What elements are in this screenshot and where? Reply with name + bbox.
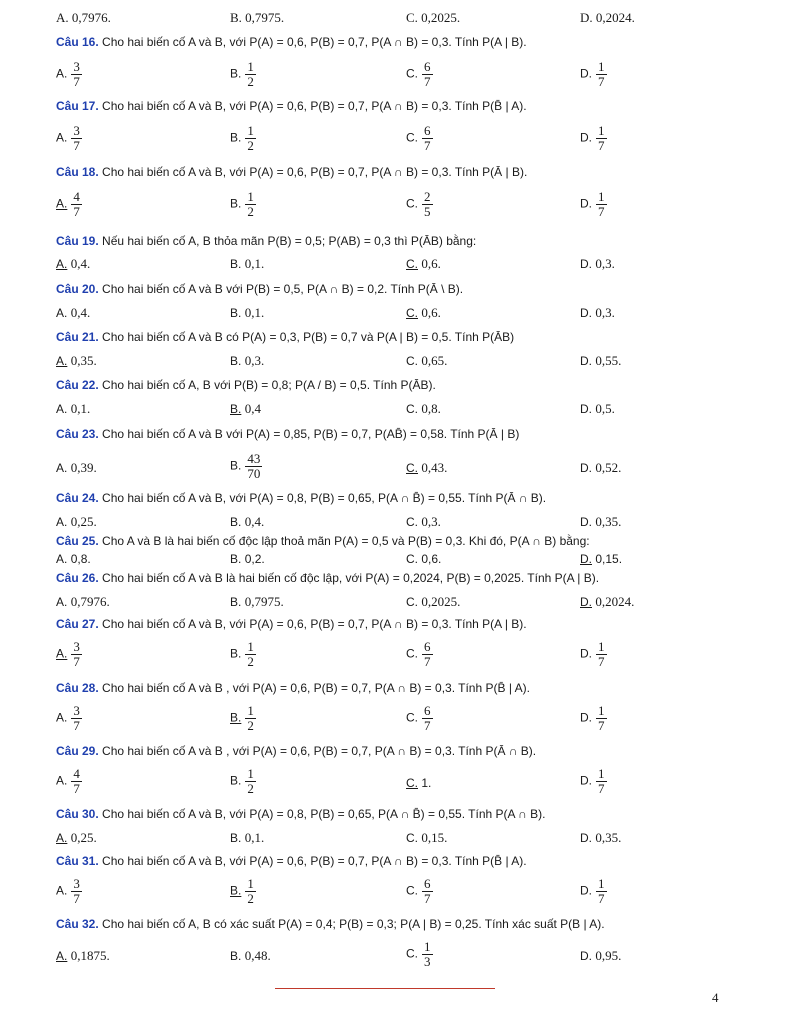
question-24 [56, 490, 756, 506]
option-b: B. $\frac{1}{2}$ [230, 59, 254, 89]
question-label: Câu 32. [56, 917, 99, 931]
option-d: D. 0,3. [580, 305, 615, 320]
question-text: Cho hai biến cố A và B, với P(A) = 0,6, P(B) = 0,7, P(A ∩ B) = 0,3. Tính P(B̄ | A). [102, 854, 527, 868]
question-32-options [56, 939, 756, 969]
question-25 [56, 533, 756, 549]
option-a: A. 0,39. [56, 460, 97, 475]
option-d: D. $\frac{1}{7}$ [580, 123, 605, 153]
question-28 [56, 680, 756, 696]
question-20 [56, 281, 756, 297]
question-text: Cho hai biến cố A, B có xác suất P(A) = 0,4; P(B) = 0,3; P(A | B) = 0,25. Tính xác suất P(B | A). [102, 917, 605, 931]
option-d: D. 0,55. [580, 353, 622, 368]
option-c: C. 0,8. [406, 401, 441, 416]
option-c: C. 0,2025. [406, 10, 461, 25]
option-a: A. $\frac{4}{7}$ [56, 766, 80, 796]
option-d: D. 0,5. [580, 401, 615, 416]
question-text: Cho hai biến cố A và B , với P(A) = 0,6, P(B) = 0,7, P(A ∩ B) = 0,3. Tính P(B̄ | A). [102, 681, 530, 695]
question-31 [56, 853, 756, 869]
option-c: C. $\frac{6}{7}$ [406, 876, 431, 906]
question-text: Cho hai biến cố A và B, với P(A) = 0,6, P(B) = 0,7, P(A ∩ B) = 0,3. Tính P(B̄ | A). [102, 99, 527, 113]
question-text: Cho hai biến cố A và B là hai biến cố độc lập, với P(A) = 0,2024, P(B) = 0,2025. Tính P(A | B). [102, 571, 600, 585]
option-b: B. 0,1. [230, 830, 265, 845]
question-text: Cho hai biến cố A và B có P(A) = 0,3, P(B) = 0,7 và P(A | B) = 0,5. Tính P(ĀB) [102, 330, 515, 344]
option-b: B. 0,4. [230, 514, 265, 529]
question-label: Câu 28. [56, 681, 99, 695]
option-b: B. $\frac{43}{70}$ [230, 451, 261, 481]
option-b: B. $\frac{1}{2}$ [230, 639, 254, 669]
option-c: C. 0,3. [406, 514, 441, 529]
option-a: A. 0,4. [56, 305, 91, 320]
question-19 [56, 233, 756, 249]
question-label: Câu 22. [56, 378, 99, 392]
option-a: A. 0,8. [56, 552, 91, 566]
option-a: A. $\frac{3}{7}$ [56, 639, 80, 669]
option-a: A. 0,25. [56, 830, 97, 845]
option-d: D. 0,95. [580, 948, 622, 963]
option-a: A. $\frac{4}{7}$ [56, 189, 80, 219]
option-c: C. $\frac{6}{7}$ [406, 703, 431, 733]
question-18 [56, 164, 756, 180]
option-c: C. 0,43. [406, 460, 448, 475]
question-28-options [56, 703, 756, 733]
option-b: B. $\frac{1}{2}$ [230, 703, 254, 733]
option-c: C. 1. [406, 776, 432, 790]
option-a: A. 0,1875. [56, 948, 110, 963]
question-label: Câu 23. [56, 427, 99, 441]
question-text: Cho hai biến cố A và B, với P(A) = 0,6, P(B) = 0,7, P(A ∩ B) = 0,3. Tính P(Ā | B). [102, 165, 528, 179]
question-27 [56, 616, 756, 632]
question-32 [56, 916, 756, 932]
question-text: Cho hai biến cố A và B, với P(A) = 0,6, P(B) = 0,7, P(A ∩ B) = 0,3. Tính P(A | B). [102, 617, 527, 631]
option-a: A. $\frac{3}{7}$ [56, 876, 80, 906]
question-22-options [56, 401, 756, 421]
option-a: A. 0,1. [56, 401, 91, 416]
option-c: C. 0,2025. [406, 594, 461, 609]
question-label: Câu 25. [56, 534, 99, 548]
option-b: B. 0,1. [230, 305, 265, 320]
option-c: C. 0,6. [406, 256, 441, 271]
question-22 [56, 377, 756, 393]
question-17 [56, 98, 756, 114]
option-a: A. $\frac{3}{7}$ [56, 703, 80, 733]
option-b: B. $\frac{1}{2}$ [230, 766, 254, 796]
question-text: Cho hai biến cố A và B với P(B) = 0,5, P(A ∩ B) = 0,2. Tính P(Ā \ B). [102, 282, 464, 296]
option-b: B. 0,7975. [230, 594, 284, 609]
option-d: D. $\frac{1}{7}$ [580, 639, 605, 669]
option-d: D. 0,2024. [580, 10, 635, 25]
option-a: A. 0,35. [56, 353, 97, 368]
question-16-options [56, 59, 756, 89]
question-text: Nếu hai biến cố A, B thỏa mãn P(B) = 0,5; P(AB) = 0,3 thì P(ĀB) bằng: [102, 234, 477, 248]
option-d: D. 0,2024. [580, 594, 635, 609]
question-text: Cho hai biến cố A và B , với P(A) = 0,6, P(B) = 0,7, P(A ∩ B) = 0,3. Tính P(Ā ∩ B). [102, 744, 537, 758]
question-label: Câu 20. [56, 282, 99, 296]
option-b: B. $\frac{1}{2}$ [230, 876, 254, 906]
question-label: Câu 17. [56, 99, 99, 113]
question-26-options [56, 594, 756, 614]
question-text: Cho hai biến cố A, B với P(B) = 0,8; P(A / B) = 0,5. Tính P(ĀB). [102, 378, 436, 392]
question-26 [56, 570, 756, 586]
option-c: C. $\frac{6}{7}$ [406, 123, 431, 153]
question-label: Câu 19. [56, 234, 99, 248]
page-number: 4 [712, 990, 719, 1005]
question-label: Câu 21. [56, 330, 99, 344]
question-text: Cho A và B là hai biến cố độc lập thoả mãn P(A) = 0,5 và P(B) = 0,3. Khi đó, P(A ∩ B) bằng: [102, 534, 590, 548]
question-16 [56, 34, 756, 50]
question-29-options [56, 766, 756, 796]
option-c: C. $\frac{6}{7}$ [406, 59, 431, 89]
question-text: Cho hai biến cố A và B, với P(A) = 0,8, P(B) = 0,65, P(A ∩ B̄) = 0,55. Tính P(A ∩ B). [102, 807, 546, 821]
question-24-options [56, 514, 756, 534]
option-d: D. $\frac{1}{7}$ [580, 766, 605, 796]
option-b: B. 0,3. [230, 353, 265, 368]
question-label: Câu 31. [56, 854, 99, 868]
option-c: C. $\frac{6}{7}$ [406, 639, 431, 669]
question-27-options [56, 639, 756, 669]
option-d: D. 0,35. [580, 830, 622, 845]
question-label: Câu 29. [56, 744, 99, 758]
question-text: Cho hai biến cố A và B, với P(A) = 0,6, P(B) = 0,7, P(A ∩ B) = 0,3. Tính P(A | B). [102, 35, 527, 49]
option-b: B. 0,1. [230, 256, 265, 271]
question-17-options [56, 123, 756, 153]
question-29 [56, 743, 756, 759]
option-b: B. 0,7975. [230, 10, 285, 25]
question-30 [56, 806, 756, 822]
option-c: C. $\frac{1}{3}$ [406, 939, 431, 969]
option-a: A. 0,25. [56, 514, 97, 529]
question-label: Câu 30. [56, 807, 99, 821]
option-a: A. 0,4. [56, 256, 91, 271]
option-c: C. 0,6. [406, 552, 442, 566]
option-d: D. $\frac{1}{7}$ [580, 703, 605, 733]
option-d: D. 0,52. [580, 460, 622, 475]
option-b: B. 0,4 [230, 401, 261, 416]
option-b: B. $\frac{1}{2}$ [230, 189, 254, 219]
option-b: B. 0,48. [230, 948, 271, 963]
question-31-options [56, 876, 756, 906]
option-a: A. $\frac{3}{7}$ [56, 59, 80, 89]
question-23-options [56, 451, 756, 481]
option-d: D. $\frac{1}{7}$ [580, 876, 605, 906]
question-text: Cho hai biến cố A và B với P(A) = 0,85, P(B) = 0,7, P(AB̄) = 0,58. Tính P(Ā | B) [102, 427, 520, 441]
option-b: B. 0,2. [230, 552, 265, 566]
option-d: D. 0,35. [580, 514, 622, 529]
question-19-options [56, 256, 756, 276]
option-c: C. 0,65. [406, 353, 448, 368]
question-20-options [56, 305, 756, 325]
option-d: D. $\frac{1}{7}$ [580, 189, 605, 219]
question-label: Câu 18. [56, 165, 99, 179]
option-c: C. $\frac{2}{5}$ [406, 189, 431, 219]
option-b: B. $\frac{1}{2}$ [230, 123, 254, 153]
question-label: Câu 27. [56, 617, 99, 631]
question-25-options [56, 551, 756, 571]
option-a: A. 0,7976. [56, 594, 110, 609]
option-c: C. 0,15. [406, 830, 448, 845]
question-30-options [56, 830, 756, 850]
option-d: D. 0,3. [580, 256, 615, 271]
question-label: Câu 26. [56, 571, 99, 585]
option-a: A. $\frac{3}{7}$ [56, 123, 80, 153]
footer-divider [275, 988, 495, 989]
question-label: Câu 24. [56, 491, 99, 505]
option-a: A. 0,7976. [56, 10, 111, 25]
question-21 [56, 329, 756, 345]
question-21-options [56, 353, 756, 373]
question-18-options [56, 189, 756, 219]
question-text: Cho hai biến cố A và B, với P(A) = 0,8, P(B) = 0,65, P(A ∩ B̄) = 0,55. Tính P(Ā ∩ B). [102, 491, 547, 505]
option-d: D. $\frac{1}{7}$ [580, 59, 605, 89]
top-options-row [56, 10, 756, 30]
question-23 [56, 426, 756, 442]
question-label: Câu 16. [56, 35, 99, 49]
option-c: C. 0,6. [406, 305, 441, 320]
option-d: D. 0,15. [580, 552, 623, 566]
